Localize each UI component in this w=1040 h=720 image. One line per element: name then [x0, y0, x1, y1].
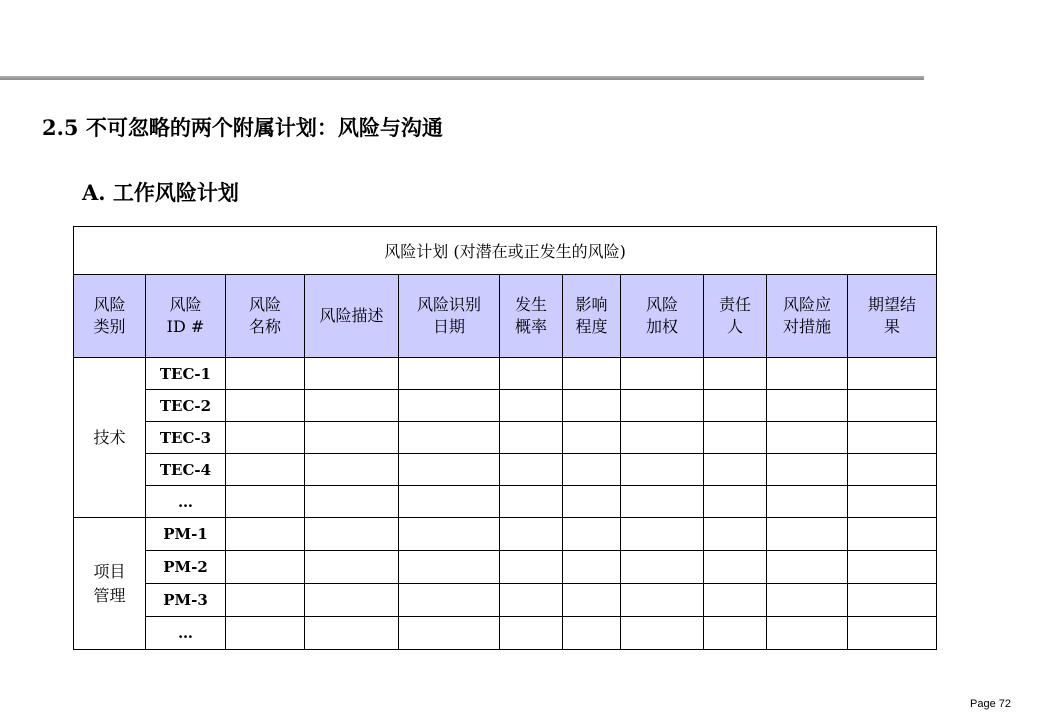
empty-cell [563, 584, 621, 617]
empty-cell [563, 454, 621, 486]
empty-cell [500, 584, 563, 617]
risk-id-cell: TEC-3 [146, 422, 226, 454]
column-header [500, 275, 563, 358]
empty-cell [563, 486, 621, 518]
empty-cell [704, 486, 767, 518]
risk-id-cell: … [146, 617, 226, 650]
empty-cell [704, 454, 767, 486]
empty-cell [767, 454, 848, 486]
empty-cell [848, 551, 937, 584]
empty-cell [621, 422, 704, 454]
empty-cell [704, 358, 767, 390]
empty-cell [399, 518, 500, 551]
risk-category-cell [74, 358, 146, 518]
empty-cell [767, 518, 848, 551]
table-row [74, 358, 937, 390]
column-header [563, 275, 621, 358]
column-header-line: 风险应 [782, 295, 831, 314]
empty-cell [305, 390, 399, 422]
empty-cell [563, 617, 621, 650]
column-header-line: 风险描述 [319, 306, 384, 325]
empty-cell [563, 422, 621, 454]
risk-id-cell: TEC-1 [146, 358, 226, 390]
empty-cell [848, 454, 937, 486]
column-header [767, 275, 848, 358]
column-header-line: 程度 [575, 317, 608, 336]
empty-cell [621, 358, 704, 390]
empty-cell [305, 358, 399, 390]
empty-cell [848, 584, 937, 617]
empty-cell [848, 486, 937, 518]
empty-cell [621, 486, 704, 518]
column-header-line: 果 [884, 317, 901, 336]
empty-cell [563, 518, 621, 551]
column-header-line: 人 [726, 317, 743, 336]
column-header-line: 风险 [169, 295, 202, 314]
empty-cell [500, 390, 563, 422]
empty-cell [848, 617, 937, 650]
empty-cell [305, 518, 399, 551]
column-header [621, 275, 704, 358]
empty-cell [226, 551, 305, 584]
risk-id-cell: TEC-2 [146, 390, 226, 422]
column-header-line: 风险 [645, 295, 678, 314]
column-header-line: 责任 [718, 295, 751, 314]
empty-cell [767, 584, 848, 617]
empty-cell [305, 584, 399, 617]
column-header-line: 日期 [432, 317, 465, 336]
column-header [848, 275, 937, 358]
risk-category-line: 管理 [93, 585, 126, 605]
empty-cell [767, 390, 848, 422]
empty-cell [704, 617, 767, 650]
empty-cell [848, 422, 937, 454]
risk-plan-table [73, 226, 937, 650]
empty-cell [767, 617, 848, 650]
empty-cell [500, 358, 563, 390]
empty-cell [305, 454, 399, 486]
table-row [74, 518, 937, 551]
table-row [74, 584, 937, 617]
empty-cell [621, 617, 704, 650]
empty-cell [305, 486, 399, 518]
column-header-line: 影响 [575, 295, 608, 314]
column-header-line: ID # [166, 317, 205, 336]
sub-title: A. 工作风险计划 [82, 180, 239, 205]
empty-cell [226, 422, 305, 454]
empty-cell [399, 454, 500, 486]
risk-category-line: 技术 [93, 427, 126, 447]
empty-cell [563, 390, 621, 422]
empty-cell [500, 551, 563, 584]
empty-cell [767, 422, 848, 454]
empty-cell [621, 454, 704, 486]
empty-cell [500, 422, 563, 454]
column-header-line: 风险识别 [416, 295, 481, 314]
column-header-line: 期望结 [868, 295, 917, 314]
empty-cell [399, 584, 500, 617]
empty-cell [399, 486, 500, 518]
column-header-line: 对措施 [782, 317, 831, 336]
table-row [74, 390, 937, 422]
column-header-line: 类别 [93, 317, 126, 336]
column-header-line: 风险 [93, 295, 126, 314]
empty-cell [704, 584, 767, 617]
empty-cell [563, 358, 621, 390]
empty-cell [621, 518, 704, 551]
empty-cell [399, 551, 500, 584]
empty-cell [226, 358, 305, 390]
empty-cell [399, 390, 500, 422]
column-header [74, 275, 146, 358]
empty-cell [226, 486, 305, 518]
empty-cell [767, 358, 848, 390]
column-header [305, 275, 399, 358]
column-header [146, 275, 226, 358]
column-header-line: 风险 [248, 295, 281, 314]
table-row [74, 422, 937, 454]
risk-category-line: 项目 [93, 561, 126, 581]
risk-id-cell: TEC-4 [146, 454, 226, 486]
empty-cell [704, 551, 767, 584]
empty-cell [767, 551, 848, 584]
empty-cell [399, 358, 500, 390]
column-header-line: 概率 [514, 317, 547, 336]
risk-id-cell: PM-2 [146, 551, 226, 584]
empty-cell [399, 617, 500, 650]
empty-cell [305, 617, 399, 650]
table-header-row [74, 275, 937, 358]
empty-cell [305, 422, 399, 454]
empty-cell [500, 518, 563, 551]
empty-cell [704, 518, 767, 551]
header-divider [0, 76, 924, 80]
risk-id-cell: … [146, 486, 226, 518]
column-header [399, 275, 500, 358]
empty-cell [563, 551, 621, 584]
column-header [704, 275, 767, 358]
empty-cell [399, 422, 500, 454]
empty-cell [226, 518, 305, 551]
table-caption: 风险计划 (对潜在或正发生的风险) [74, 227, 937, 275]
page-number: Page 72 [970, 698, 1011, 710]
column-header-line: 发生 [514, 295, 547, 314]
table-row [74, 617, 937, 650]
empty-cell [500, 617, 563, 650]
risk-category-cell [74, 518, 146, 650]
column-header-line: 名称 [248, 317, 281, 336]
empty-cell [500, 486, 563, 518]
empty-cell [621, 551, 704, 584]
table-row [74, 551, 937, 584]
section-title: 2.5 不可忽略的两个附属计划：风险与沟通 [42, 115, 443, 140]
table-row [74, 454, 937, 486]
empty-cell [500, 454, 563, 486]
column-header-line: 加权 [645, 317, 678, 336]
empty-cell [226, 584, 305, 617]
empty-cell [848, 518, 937, 551]
empty-cell [226, 390, 305, 422]
empty-cell [704, 390, 767, 422]
empty-cell [305, 551, 399, 584]
empty-cell [704, 422, 767, 454]
table-row [74, 486, 937, 518]
column-header [226, 275, 305, 358]
empty-cell [621, 390, 704, 422]
empty-cell [848, 358, 937, 390]
risk-id-cell: PM-1 [146, 518, 226, 551]
empty-cell [621, 584, 704, 617]
risk-id-cell: PM-3 [146, 584, 226, 617]
empty-cell [767, 486, 848, 518]
empty-cell [226, 617, 305, 650]
empty-cell [226, 454, 305, 486]
empty-cell [848, 390, 937, 422]
